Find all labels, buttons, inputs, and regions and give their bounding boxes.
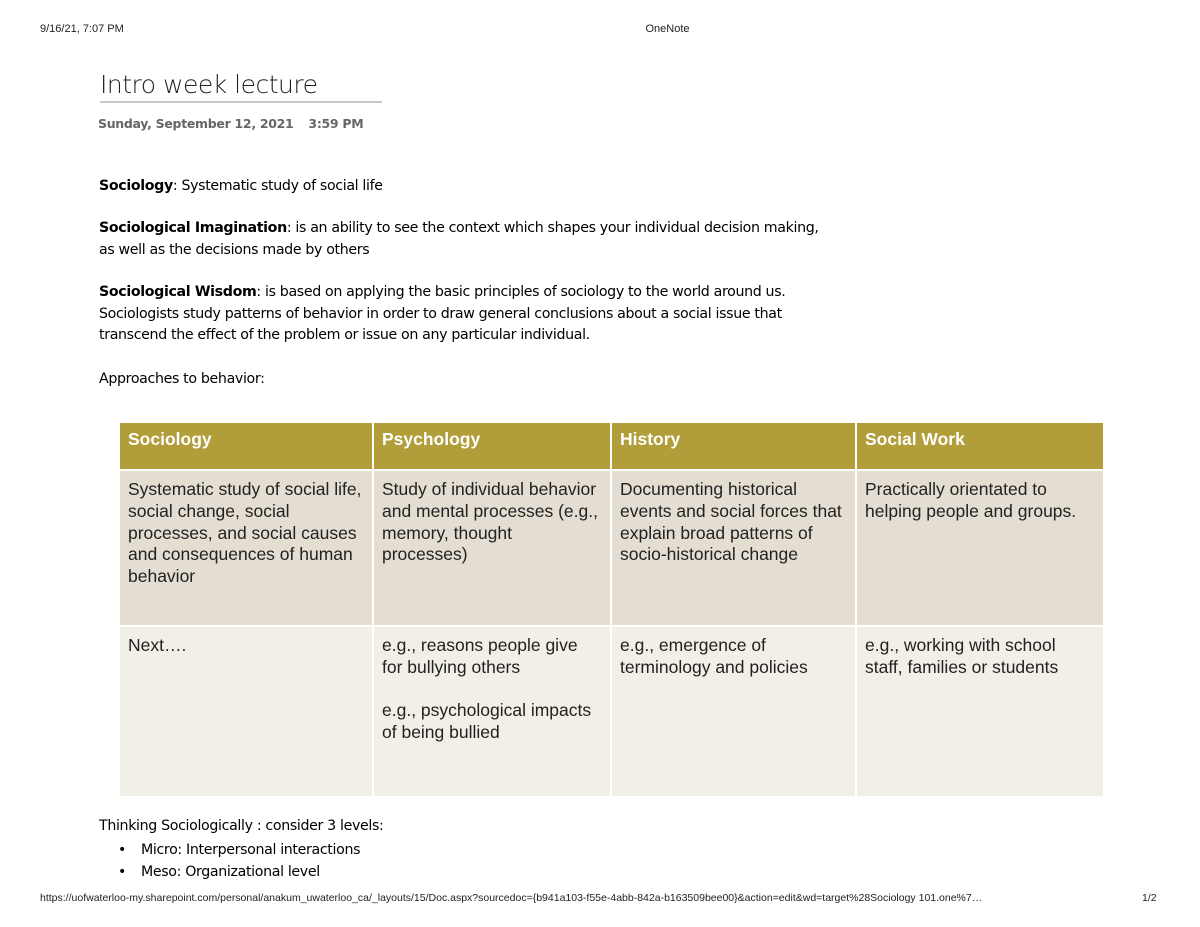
- cell-text: Study of individual behavior and mental processes (e.g., memory, thought processes): [382, 479, 598, 565]
- table-header-cell: History: [611, 423, 856, 470]
- bullet-icon: •: [118, 842, 127, 858]
- cell-text: e.g., emergence of terminology and policies: [620, 635, 808, 677]
- table-header-row: [120, 423, 1103, 470]
- print-app-name: OneNote: [645, 23, 690, 35]
- table-header-cell: Social Work: [856, 423, 1103, 470]
- table-cell: [856, 470, 1103, 626]
- table-row: [120, 470, 1103, 626]
- print-footer-url: https://uofwaterloo-my.sharepoint.com/personal/anakum_uwaterloo_ca/_layouts/15/Doc.aspx?sourcedoc={b941a103-f55e-4abb-842a-b163509bee00}&action=edit&wd=target%28Sociology 101.one%7…: [40, 892, 983, 904]
- print-page-number: 1/2: [1142, 892, 1157, 904]
- approaches-label: Approaches to behavior:: [99, 371, 265, 387]
- cell-text: Documenting historical events and social forces that explain broad patterns of socio-historical change: [620, 479, 842, 565]
- definition-sociology: [99, 176, 819, 198]
- approaches-table: [120, 423, 1103, 796]
- definition-term: Sociology: [99, 178, 173, 194]
- levels-heading: Thinking Sociologically : consider 3 levels:: [99, 818, 384, 834]
- cell-text: Next….: [128, 635, 187, 656]
- definition-term: Sociological Wisdom: [99, 284, 257, 300]
- table-cell: [856, 626, 1103, 796]
- table-cell: [120, 470, 373, 626]
- table-header-cell: Psychology: [373, 423, 611, 470]
- cell-text: Systematic study of social life, social change, social processes, and social causes and consequences of human behavior: [128, 479, 362, 587]
- list-item-text: Micro: Interpersonal interactions: [141, 842, 361, 858]
- table-cell: [120, 626, 373, 796]
- table-cell: [373, 626, 611, 796]
- definition-text: : is an ability to see the context which shapes your individual decision making, as well as the decisions made by others: [99, 220, 819, 258]
- table-row: [120, 626, 1103, 796]
- definition-term: Sociological Imagination: [99, 220, 287, 236]
- cell-text: e.g., working with school staff, families or students: [865, 635, 1059, 677]
- table-cell: [373, 470, 611, 626]
- list-item: [118, 862, 360, 884]
- cell-text: e.g., psychological impacts of being bullied: [382, 700, 592, 742]
- levels-list: [118, 840, 360, 883]
- table-cell: [611, 626, 856, 796]
- print-datetime: 9/16/21, 7:07 PM: [40, 23, 124, 35]
- definition-sociological-imagination: [99, 218, 819, 261]
- cell-text: Practically orientated to helping people and groups.: [865, 479, 1077, 521]
- cell-text: e.g., reasons people give for bullying others: [382, 635, 578, 677]
- page-datetime: [98, 116, 363, 131]
- bullet-icon: •: [118, 863, 127, 880]
- list-item: [118, 840, 360, 862]
- definition-sociological-wisdom: [99, 282, 815, 347]
- page-date: Sunday, September 12, 2021: [98, 116, 294, 131]
- page-time: 3:59 PM: [308, 116, 364, 131]
- definition-text: : Systematic study of social life: [172, 178, 383, 194]
- table-header-cell: Sociology: [120, 423, 373, 470]
- table-cell: [611, 470, 856, 626]
- list-item-text: Meso: Organizational level: [141, 863, 320, 880]
- definition-text: : is based on applying the basic principles of sociology to the world around us. Sociologists study patterns of behavior in order to draw general conclusions about a social issue that transcend the effect of the problem or issue on any particular individual.: [99, 284, 786, 343]
- page-title: Intro week lecture: [100, 70, 382, 103]
